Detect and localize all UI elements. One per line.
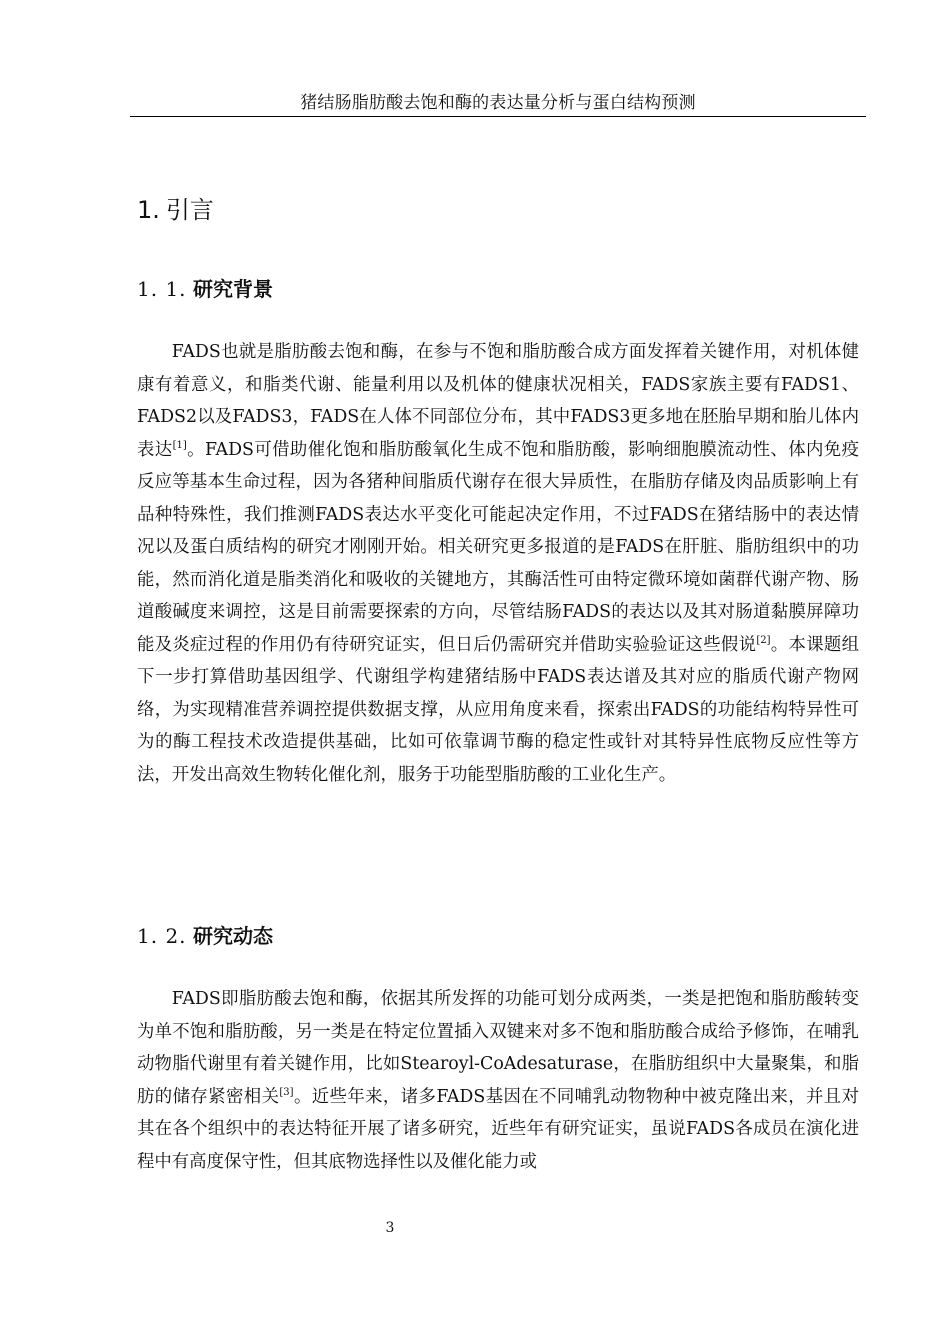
citation-ref: [3] [279,1086,294,1098]
paragraph-text: 。近些年来，诸多FADS基因在不同哺乳动物物种中被克隆出来，并且对其在各个组织中的表达特征开展了诸多研究，近些年有研究证实，虽说FADS各成员在演化进程中有高度保守性，但其底物选择性以及催化能力或 [137,1086,859,1172]
running-header: 猪结肠脂肪酸去饱和酶的表达量分析与蛋白结构预测 [300,93,696,113]
paragraph-dynamics [137,983,859,1178]
subsection-title: 研究动态 [193,924,273,948]
paragraph-text: FADS也就是脂肪酸去饱和酶，在参与不饱和脂肪酸合成方面发挥着关键作用，对机体健康有着意义，和脂类代谢、能量利用以及机体的健康状况相关，FADS家族主要有FADS1、FADS2以及FADS3，FADS在人体不同部位分布，其中FADS3更多地在胚胎早期和胎儿体内表达 [137,342,859,460]
section-title: 引言 [165,196,214,224]
paragraph-background [137,336,859,791]
citation-ref: [2] [756,634,771,646]
paragraph-text: 。本课题组下一步打算借助基因组学、代谢组学构建猪结肠中FADS表达谱及其对应的脂质代谢产物网络，为实现精准营养调控提供数据支撑，从应用角度来看，探索出FADS的功能结构特异性可为的酶工程技术改造提供基础，比如可依靠调节酶的稳定性或针对其特异性底物反应性等方法，开发出高效生物转化催化剂，服务于功能型脂肪酸的工业化生产。 [137,634,859,785]
paragraph-text: 。FADS可借助催化饱和脂肪酸氧化生成不饱和脂肪酸，影响细胞膜流动性、体内免疫反应等基本生命过程，因为各猪种间脂质代谢存在很大异质性，在脂肪存储及肉品质影响上有品种特殊性，我们推测FADS表达水平变化可能起决定作用，不过FADS在猪结肠中的表达情况以及蛋白质结构的研究才刚刚开始。相关研究更多报道的是FADS在肝脏、脂肪组织中的功能，然而消化道是脂类消化和吸收的关键地方，其酶活性可由特定微环境如菌群代谢产物、肠道酸碱度来调控，这是目前需要探索的方向，尽管结肠FADS的表达以及其对肠道黏膜屏障功能及炎症过程的作用仍有待研究证实，但日后仍需研究并借助实验验证这些假说 [137,439,859,655]
subsection-title: 研究背景 [193,277,273,301]
subsection-number: 1. 2. [137,924,187,948]
section-heading [137,193,214,227]
subsection-heading-dynamics [137,921,273,951]
paragraph-text: FADS即脂肪酸去饱和酶，依据其所发挥的功能可划分成两类，一类是把饱和脂肪酸转变为单不饱和脂肪酸，另一类是在特定位置插入双键来对多不饱和脂肪酸合成给予修饰，在哺乳动物脂代谢里有着关键作用，比如Stearoyl-CoAdesaturase，在脂肪组织中大量聚集，和脂肪的储存紧密相关 [137,989,859,1107]
page-number: 3 [385,1220,395,1236]
subsection-heading-background [137,274,273,304]
subsection-number: 1. 1. [137,277,187,301]
header-rule [130,116,866,117]
citation-ref: [1] [172,439,187,451]
section-number: 1. [137,196,160,224]
